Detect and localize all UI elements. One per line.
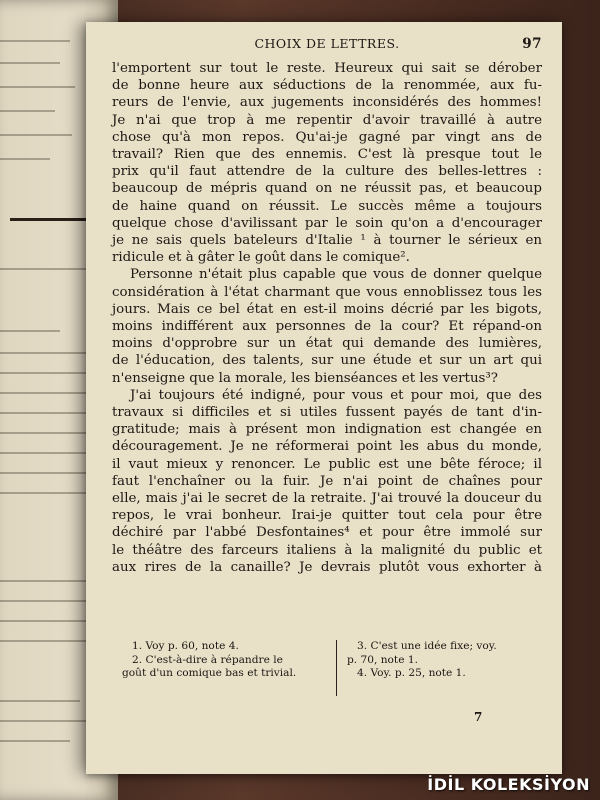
text-line: de l'éducation, des talents, sur une étude et sur un art qui bbox=[112, 353, 542, 369]
text-line: considération à l'état charmant que vous ennoblissez tous les bbox=[112, 284, 542, 300]
running-head bbox=[112, 36, 542, 58]
watermark: İDİL KOLEKSİYON bbox=[427, 775, 590, 794]
ghost-text-line bbox=[0, 580, 100, 582]
footnotes-left-column bbox=[122, 640, 322, 681]
paragraph-2 bbox=[112, 266, 542, 386]
signature-mark: 7 bbox=[474, 710, 483, 724]
body-text bbox=[112, 60, 542, 576]
text-line: Personne n'était plus capable que vous de donner quelque bbox=[130, 267, 542, 283]
footnote-line: 1. Voy p. 60, note 4. bbox=[132, 640, 239, 652]
running-title: CHOIX DE LETTRES. bbox=[254, 36, 400, 51]
ghost-text-line bbox=[0, 600, 100, 602]
ghost-text-line bbox=[0, 412, 100, 414]
page-number: 97 bbox=[522, 36, 542, 52]
ghost-text-line bbox=[0, 472, 100, 474]
text-line: elle, mais j'ai le secret de la retraite. J'ai trouvé la douceur du bbox=[112, 491, 542, 507]
text-line: reurs de l'envie, aux jugements inconsidérés des hommes! bbox=[112, 95, 542, 111]
text-line: ridicule et à gâter le goût dans le comique². bbox=[112, 250, 410, 266]
ghost-text-line bbox=[0, 330, 60, 332]
paragraph-1 bbox=[112, 60, 542, 266]
text-line: l'emportent sur tout le reste. Heureux qui sait se dérober bbox=[112, 61, 542, 76]
text-line: n'enseigne que la morale, les bienséances et les vertus³? bbox=[112, 370, 498, 386]
text-line: de bonne heure aux séductions de la renommée, aux fu- bbox=[112, 78, 542, 94]
ghost-text-line bbox=[0, 492, 90, 494]
ghost-text-line bbox=[0, 86, 75, 88]
text-line: Je n'ai que trop à me repentir d'avoir travaillé à autre bbox=[112, 112, 542, 128]
text-line: beaucoup de mépris quand on ne réussit pas, et beaucoup bbox=[112, 181, 542, 197]
book-page bbox=[86, 22, 562, 774]
text-line: je ne sais quels bateleurs d'Italie ¹ à tourner le sérieux en bbox=[112, 233, 542, 249]
text-line: aux rires de la canaille? Je devrais plutôt vous exhorter à bbox=[112, 559, 542, 575]
ghost-text-line bbox=[0, 740, 70, 742]
text-line: travaux si difficiles et si utiles fussent payés de tant d'in- bbox=[112, 405, 542, 421]
text-line: déchiré par l'abbé Desfontaines⁴ et pour être immolé sur bbox=[112, 525, 542, 541]
ghost-text-line bbox=[0, 620, 96, 622]
ghost-text-line bbox=[0, 158, 50, 160]
text-line: gratitude; mais à présent mon indignation est changée en bbox=[112, 422, 542, 438]
ornament-rule bbox=[10, 218, 90, 221]
text-line: moins indifférent aux personnes de la cour? Et répand-on bbox=[112, 319, 542, 335]
ghost-text-line bbox=[0, 110, 55, 112]
ghost-text-line bbox=[0, 62, 60, 64]
footnote-line: goût d'un comique bas et trivial. bbox=[122, 667, 297, 680]
footnotes-right-column bbox=[336, 640, 547, 696]
footnote-line: 3. C'est une idée fixe; voy. bbox=[357, 640, 497, 652]
ghost-text-line bbox=[0, 432, 100, 434]
text-line: découragement. Je ne réformerai point les abus du monde, bbox=[112, 439, 542, 455]
paragraph-3 bbox=[112, 387, 542, 576]
ghost-text-line bbox=[0, 640, 92, 642]
text-line: faut l'enchaîner ou la fuir. Je n'ai point de chaînes pour bbox=[112, 473, 542, 489]
text-line: repos, le vrai bonheur. Irai-je quitter tout cela pour être bbox=[112, 508, 542, 524]
ghost-text-line bbox=[0, 352, 100, 354]
ghost-text-line bbox=[0, 134, 72, 136]
text-line: moins d'opprobre sur un état qui demande des lumières, bbox=[112, 336, 542, 352]
text-line: de haine quand on réussit. Le succès même a toujours bbox=[112, 198, 542, 214]
ghost-text-line bbox=[0, 452, 94, 454]
text-line: chose qu'à mon repos. Qu'ai-je gagné par vingt ans de bbox=[112, 129, 542, 145]
ghost-text-line bbox=[0, 268, 100, 270]
footnote-line: 2. C'est-à-dire à répandre le bbox=[132, 653, 283, 666]
text-line: quelque chose d'avilissant par le soin qu'on a d'encourager bbox=[112, 215, 542, 231]
ghost-text-line bbox=[0, 720, 90, 722]
text-line: travail? Rien que des ennemis. C'est là presque tout le bbox=[112, 147, 542, 163]
text-line: le théâtre des farceurs italiens à la malignité du public et bbox=[112, 542, 542, 558]
text-line: prix qu'il faut attendre de la culture des belles-lettres : bbox=[112, 164, 542, 180]
ghost-text-line bbox=[0, 392, 96, 394]
ghost-text-line bbox=[0, 700, 80, 702]
ghost-text-line bbox=[0, 40, 70, 42]
page-content bbox=[112, 36, 542, 576]
ghost-text-line bbox=[0, 372, 100, 374]
text-line: J'ai toujours été indigné, pour vous et pour moi, que des bbox=[130, 387, 542, 403]
text-line: jours. Mais ce bel état en est-il moins décrié par les bigots, bbox=[112, 301, 542, 317]
footnote-line: 4. Voy. p. 25, note 1. bbox=[357, 667, 466, 680]
footnote-line: p. 70, note 1. bbox=[347, 653, 418, 666]
text-line: il vaut mieux y renoncer. Le public est une bête féroce; il bbox=[112, 456, 542, 472]
